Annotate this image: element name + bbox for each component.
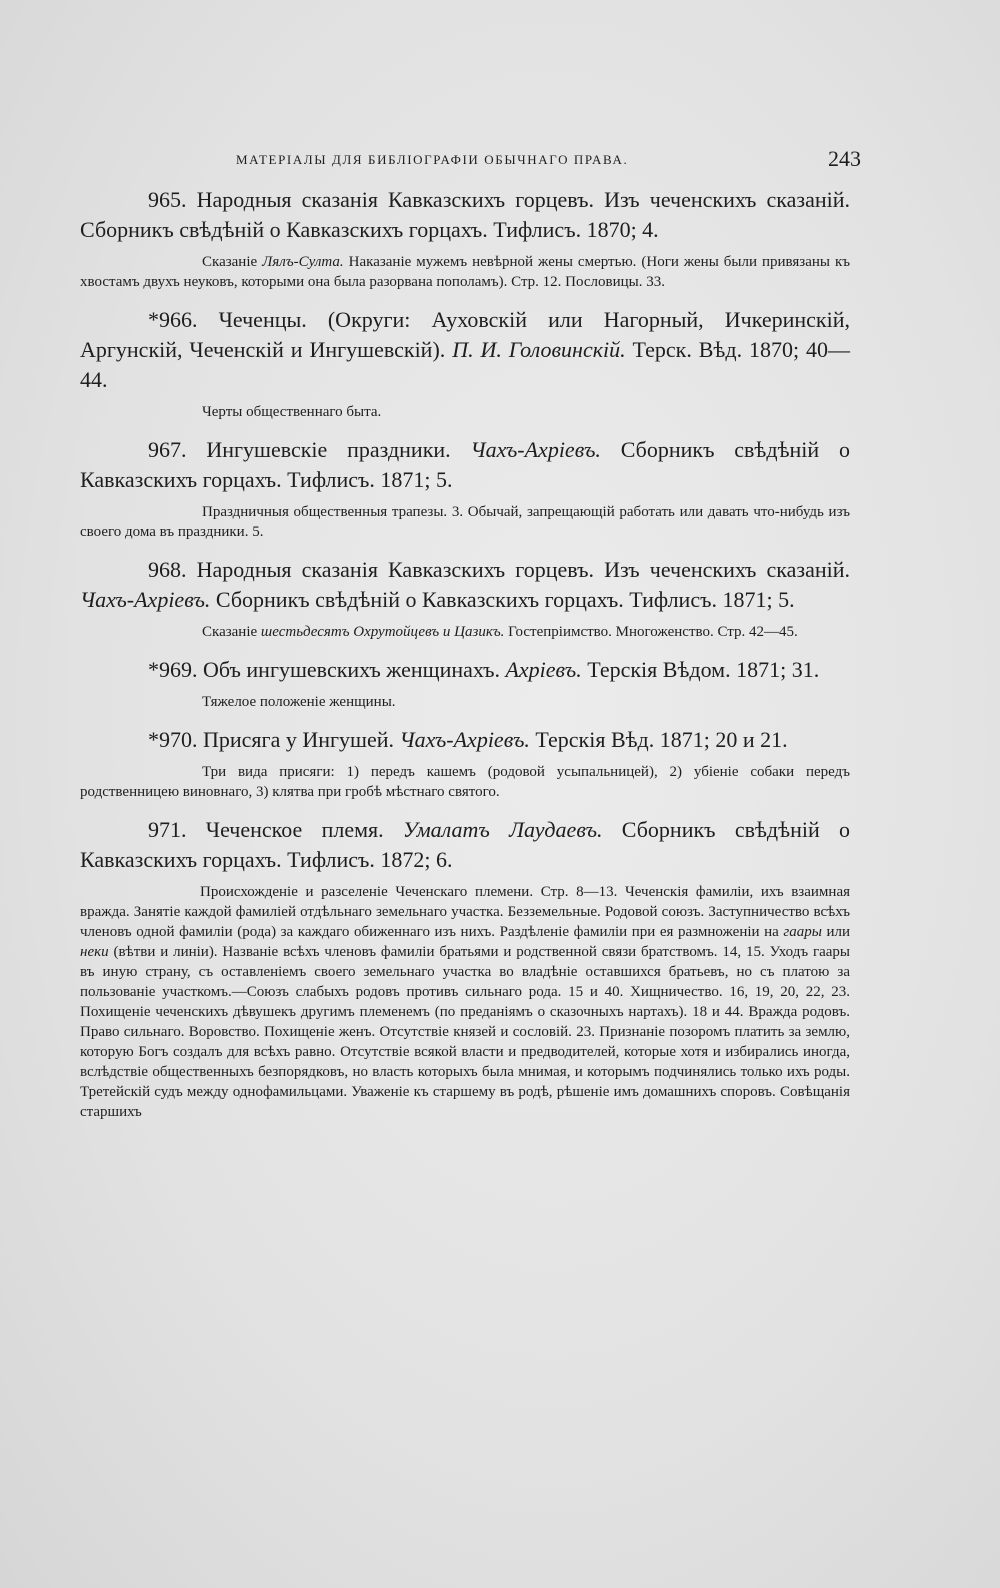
entry-heading <box>80 305 850 395</box>
entry-965 <box>80 185 850 292</box>
entry-heading <box>80 655 850 685</box>
entry-heading <box>80 725 850 755</box>
entry-author: Чахъ-Ахріевъ. <box>399 727 530 752</box>
entry-number: 971. <box>148 817 187 842</box>
entry-heading <box>80 815 850 875</box>
entry-author: П. И. Головинскій. <box>452 337 626 362</box>
entry-annotation: Черты общественнаго быта. <box>202 404 382 420</box>
entry-number: 965. <box>148 187 187 212</box>
entry-967 <box>80 435 850 542</box>
entry-annotation: Сказаніе Лялъ-Султа. Наказаніе мужемъ невѣрной жены смертью. (Ноги жены были привязаны къ хвостамъ двухъ неуковъ, которыми она была разорвана пополамъ). Стр. 12. Пословицы. 33. <box>80 254 850 290</box>
entry-number: 967. <box>148 437 187 462</box>
entry-title: Ингушевскіе праздники. <box>206 437 471 462</box>
entry-author: Ахріевъ. <box>505 657 582 682</box>
entry-title: Народныя сказанія Кавказскихъ горцевъ. Изъ чеченскихъ сказаній. Сборникъ свѣдѣній о Кавказскихъ горцахъ. Тифлисъ. 1870; 4. <box>80 187 851 242</box>
entry-annotation: Праздничныя общественныя трапезы. 3. Обычай, запрещающій работать или давать что-нибудь изъ своего дома въ праздники. 5. <box>80 504 850 540</box>
entry-source: Терск. Вѣд. 1870; 40—44. <box>80 337 850 392</box>
entry-number: *970. <box>148 727 198 752</box>
entry-966 <box>80 305 850 422</box>
entry-annotation: Три вида присяги: 1) передъ кашемъ (родовой усыпальницей), 2) убіеніе собаки передъ родственницею виновнаго, 3) клятва при гробѣ мѣстнаго святого. <box>80 764 850 800</box>
entry-title: Присяга у Ингушей. <box>203 727 400 752</box>
entry-author: Умалатъ Лаудаевъ. <box>402 817 603 842</box>
entry-source: Терскія Вѣдом. 1871; 31. <box>581 657 820 682</box>
entry-annotation: Происхожденіе и разселеніе Чеченскаго племени. Стр. 8—13. Чеченскія фамиліи, ихъ взаимная вражда. Занятіе каждой фамиліей отдѣльнаго земельнаго участка. Безземельные. Родовой союзъ. Заступничество всѣхъ членовъ одной фамиліи (рода) за каждаго обиженнаго изъ нихъ. Раздѣленіе фамиліи при ея размноженіи на гаары или неки (вѣтви и линіи). Названіе всѣхъ членовъ фамиліи братьями и родственной связи братствомъ. 14, 15. Уходъ гаары въ иную страну, съ оставленіемъ своего земельнаго участка во владѣніе оставшихся братьевъ, но съ платою за пользованіе участкомъ.—Союзъ слабыхъ родовъ противъ сильнаго рода. 15 и 40. Хищничество. 16, 19, 20, 22, 23. Похищеніе чеченскихъ дѣвушекъ другимъ племенемъ (по преданіямъ о сказочныхъ нартахъ). 18 и 44. Вражда родовъ. Право сильнаго. Воровство. Похищеніе женъ. Отсутствіе князей и сословій. 23. Признаніе позоромъ платить за землю, которую Богъ создалъ для всѣхъ равно. Отсутствіе всякой власти и предводителей, которые хотя и избирались иногда, вслѣдствіе общественныхъ безпорядковъ, но власть которыхъ была мнимая, и которымъ подчинялись только ихъ роды. Третейскій судъ между однофамильцами. Уваженіе къ старшему въ родѣ, рѣшеніе имъ домашнихъ споровъ. Совѣщанія старшихъ <box>80 884 850 1120</box>
entry-number: *969. <box>148 657 198 682</box>
entry-annotation: Тяжелое положеніе женщины. <box>202 694 396 710</box>
entry-source: Терскія Вѣд. 1871; 20 и 21. <box>529 727 788 752</box>
entry-source: Сборникъ свѣдѣній о Кавказскихъ горцахъ. Тифлисъ. 1872; 6. <box>80 817 851 872</box>
entry-source: Сборникъ свѣдѣній о Кавказскихъ горцахъ. Тифлисъ. 1871; 5. <box>210 587 795 612</box>
entry-number: 968. <box>148 557 187 582</box>
entry-title: Народныя сказанія Кавказскихъ горцевъ. Изъ чеченскихъ сказаній. <box>196 557 851 582</box>
page-header <box>236 146 861 174</box>
bibliography-list <box>80 185 850 1135</box>
running-title: МАТЕРІАЛЫ ДЛЯ БИБЛІОГРАФІИ ОБЫЧНАГО ПРАВА. <box>236 152 629 167</box>
entry-source: Сборникъ свѣдѣній о Кавказскихъ горцахъ. Тифлисъ. 1871; 5. <box>80 437 851 492</box>
entry-number: *966. <box>148 307 198 332</box>
entry-author: Чахъ-Ахріевъ. <box>470 437 601 462</box>
entry-heading <box>80 555 850 615</box>
page-number: 243 <box>828 146 861 171</box>
entry-title: Объ ингушевскихъ женщинахъ. <box>203 657 506 682</box>
entry-970 <box>80 725 850 802</box>
entry-971 <box>80 815 850 1122</box>
entry-annotation: Сказаніе шестьдесятъ Охрутойцевъ и Цазикъ. Гостепріимство. Многоженство. Стр. 42—45. <box>202 624 798 640</box>
entry-heading <box>80 185 850 245</box>
entry-title: Чеченцы. (Округи: Ауховскій или Нагорный, Ичкеринскій, Аргунскій, Чеченскій и Ингушевскій). <box>80 307 850 362</box>
entry-969 <box>80 655 850 712</box>
entry-heading <box>80 435 850 495</box>
entry-968 <box>80 555 850 642</box>
entry-author: Чахъ-Ахріевъ. <box>80 587 211 612</box>
entry-title: Чеченское племя. <box>205 817 403 842</box>
